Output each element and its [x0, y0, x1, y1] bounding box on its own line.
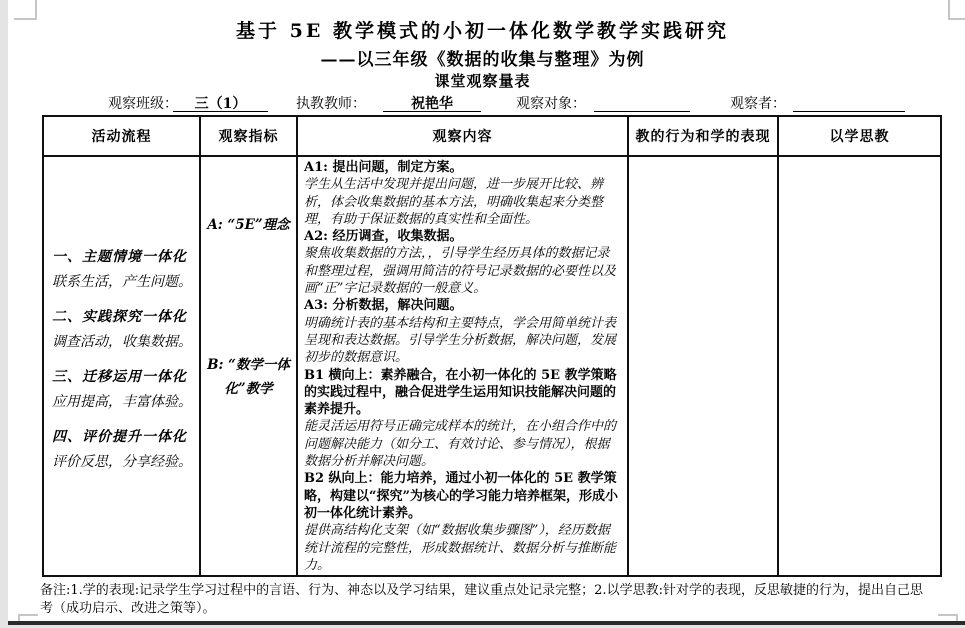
process-item-title: 二、实践探究一体化 [52, 309, 187, 325]
crop-mark-top-right-icon [948, 0, 965, 20]
observation-content-cell [298, 157, 629, 575]
crop-mark-bottom-left-icon [18, 614, 38, 621]
activity-flow-cell [44, 157, 201, 575]
process-item-title: 四、评价提升一体化 [52, 429, 187, 445]
class-label: 观察班级： [108, 96, 178, 112]
process-item [52, 365, 195, 415]
content-paragraph: 学生从生活中发现并提出问题，进一步展开比较、辨析，体会收集数据的基本方法，明确收集起来分类整理，有助于保证数据的真实性和全面性。 [304, 177, 604, 227]
reflect-teaching-cell [779, 157, 940, 575]
process-item-desc: 调查活动，收集数据。 [52, 334, 192, 350]
observation-table [42, 115, 942, 577]
header-teaching-behavior: 教的行为和学的表现 [629, 117, 779, 157]
indicator-b: B: “数学一体化”教学 [207, 357, 290, 397]
process-item-desc: 应用提高，丰富体验。 [52, 394, 192, 410]
content-paragraph: A1: 提出问题，制定方案。 [304, 160, 463, 175]
teaching-behavior-cell [629, 157, 779, 575]
process-item-desc: 评价反思，分享经验。 [52, 454, 192, 470]
indicator-cell [201, 157, 298, 575]
doc-table-title: 课堂观察量表 [434, 72, 531, 90]
subject-value-blank [594, 93, 690, 112]
crop-mark-bottom-right-icon [938, 614, 958, 621]
content-paragraph: A3: 分析数据，解决问题。 [304, 298, 463, 314]
content-paragraph: A2: 经历调查，收集数据。 [304, 229, 463, 245]
subject-label: 观察对象： [516, 96, 586, 112]
footnote: 备注:1.学的表现:记录学生学习过程中的言语、行为、神态以及学习结果，建议重点处记录完整；2.以学思教:针对学的表现，反思敏捷的行为，提出自己思考（成功启示、改进之策等）。 [40, 583, 923, 616]
observer-label: 观察者： [730, 96, 786, 112]
content-paragraph: B1 横向上：素养融合，在小初一体化的 5E 教学策略的实践过程中，融合促进学生运用知识技能解决问题的素养提升。 [304, 367, 617, 418]
header-activity-flow: 活动流程 [44, 117, 201, 157]
observer-value-blank [793, 93, 905, 112]
content-paragraph: 提供高结构化支架（如“数据收集步骤图”），经历数据统计流程的完整性，形成数据统计、数据分析与推断能力。 [304, 523, 617, 573]
process-item [52, 305, 195, 355]
doc-subtitle: ——以三年级《数据的收集与整理》为例 [320, 50, 645, 70]
process-item [52, 245, 195, 295]
doc-title: 基于 5E 教学模式的小初一体化数学教学实践研究 [236, 20, 729, 42]
content-paragraph: 聚焦收集数据的方法，，引导学生经历具体的数据记录和整理过程，强调用简洁的符号记录数据的必要性以及画“正”字记录数据的一般意义。 [304, 246, 617, 297]
process-item [52, 425, 195, 475]
process-item-title: 一、主题情境一体化 [52, 249, 187, 265]
content-paragraph: B2 纵向上：能力培养，通过小初一体化的 5E 教学策略，构建以“探究”为核心的学习能力培养框架，形成小初一体化统计素养。 [304, 471, 618, 521]
content-paragraph: 明确统计表的基本结构和主要特点，学会用简单统计表呈现和表达数据。引导学生分析数据，解决问题，发展初步的数据意识。 [304, 315, 617, 366]
window-bottom-edge [8, 621, 965, 625]
content-paragraph: 能灵活运用符号正确完成样本的统计，在小组合作中的问题解决能力（如分工、有效讨论、参与情况），根据数据分析并解决问题。 [304, 419, 617, 470]
process-item-title: 三、迁移运用一体化 [52, 369, 187, 385]
header-form-row [0, 93, 965, 114]
header-observation-content: 观察内容 [298, 117, 629, 157]
header-observation-indicator: 观察指标 [201, 117, 298, 157]
process-item-desc: 联系生活，产生问题。 [52, 274, 192, 290]
teacher-label: 执教教师： [296, 96, 366, 112]
header-reflect-teaching: 以学思教 [779, 117, 940, 157]
teacher-value: 祝艳华 [383, 93, 481, 112]
indicator-a: A: “5E”理念 [207, 217, 290, 233]
class-value: 三（1） [173, 93, 268, 112]
